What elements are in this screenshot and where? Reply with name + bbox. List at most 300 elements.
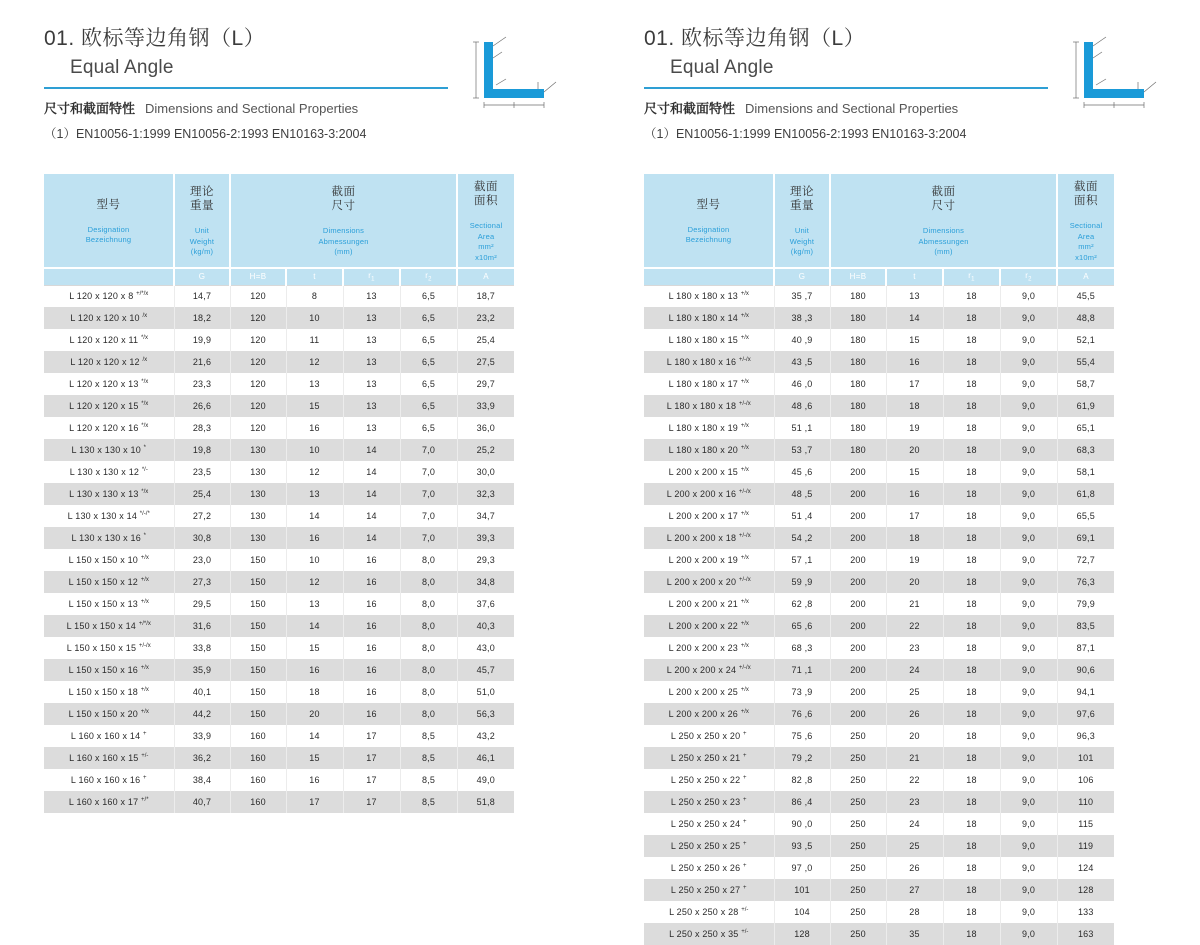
table-row (44, 483, 514, 505)
page-title-en: Equal Angle (670, 57, 774, 78)
cell-unit-weight: 48 ,6 (774, 395, 830, 417)
header-en-weight-1: Unit (794, 226, 810, 236)
cell-sectional-area: 58,7 (1057, 373, 1114, 395)
cell-designation: L 120 x 120 x 10 $^{/x}$ (44, 307, 174, 329)
cell-height-width: 130 (230, 527, 286, 549)
cell-thickness: 14 (286, 505, 343, 527)
cell-height-width: 160 (230, 791, 286, 813)
cell-designation: L 200 x 200 x 21 $^{+/x}$ (644, 593, 774, 615)
table-row (44, 505, 514, 527)
cell-radius-1: 16 (343, 593, 400, 615)
table-row (44, 439, 514, 461)
cell-unit-weight: 128 (774, 923, 830, 945)
header-en-designation-2: Bezeichnung (685, 235, 732, 244)
cell-radius-2: 8,0 (400, 615, 457, 637)
cell-unit-weight: 28,3 (174, 417, 230, 439)
designation-footnote-mark: +/x (740, 621, 749, 627)
cell-designation: L 120 x 120 x 11 $^{*/x}$ (44, 329, 174, 351)
cell-height-width: 200 (830, 593, 886, 615)
cell-sectional-area: 110 (1057, 791, 1114, 813)
cell-thickness: 25 (886, 681, 943, 703)
symbol-r1: $r_1$ (943, 268, 1000, 285)
cell-unit-weight: 25,4 (174, 483, 230, 505)
header-group-dimensions (830, 174, 1057, 268)
cell-radius-2: 9,0 (1000, 593, 1057, 615)
cell-radius-2: 7,0 (400, 483, 457, 505)
cell-sectional-area: 101 (1057, 747, 1114, 769)
cell-radius-2: 6,5 (400, 329, 457, 351)
cell-unit-weight: 97 ,0 (774, 857, 830, 879)
cell-height-width: 180 (830, 285, 886, 307)
designation-footnote-mark: +/x (140, 577, 149, 583)
cell-height-width: 180 (830, 307, 886, 329)
header-en-dimensions-1: Dimensions (922, 226, 965, 236)
cell-thickness: 18 (886, 527, 943, 549)
symbol-r2: $r_2$ (400, 268, 457, 285)
cell-height-width: 180 (830, 373, 886, 395)
cell-sectional-area: 94,1 (1057, 681, 1114, 703)
cell-radius-1: 18 (943, 681, 1000, 703)
cell-unit-weight: 51 ,1 (774, 417, 830, 439)
header-en-dimensions-1: Dimensions (322, 226, 365, 236)
cell-unit-weight: 82 ,8 (774, 769, 830, 791)
cell-designation: L 130 x 130 x 16 * (44, 527, 174, 549)
cell-radius-1: 16 (343, 637, 400, 659)
cell-radius-1: 17 (343, 725, 400, 747)
cell-designation: L 250 x 250 x 23 + (644, 791, 774, 813)
cell-sectional-area: 45,7 (457, 659, 514, 681)
cell-radius-1: 18 (943, 659, 1000, 681)
header-en-designation-2: Bezeichnung (85, 235, 132, 244)
cell-unit-weight: 40 ,9 (774, 329, 830, 351)
cell-designation: L 160 x 160 x 17 +/* (44, 791, 174, 813)
cell-radius-1: 18 (943, 747, 1000, 769)
cell-designation: L 180 x 180 x 18 $^{+/-/x}$ (644, 395, 774, 417)
cell-radius-1: 18 (943, 593, 1000, 615)
cell-unit-weight: 23,3 (174, 373, 230, 395)
cell-designation: L 150 x 150 x 10 $^{+/x}$ (44, 549, 174, 571)
header-cn-area-1: 截面 (474, 181, 499, 193)
cell-thickness: 16 (886, 483, 943, 505)
designation-footnote-mark: +/-/x (738, 577, 751, 583)
cell-height-width: 160 (230, 725, 286, 747)
spec-table-wrapper (644, 174, 1103, 945)
header-en-dimensions-2: Abmessungen (318, 236, 369, 246)
cell-height-width: 250 (830, 835, 886, 857)
cell-radius-1: 18 (943, 637, 1000, 659)
cell-unit-weight: 86 ,4 (774, 791, 830, 813)
symbol-blank (44, 268, 174, 285)
designation-footnote-mark: +/-/x (738, 357, 751, 363)
cell-radius-2: 9,0 (1000, 505, 1057, 527)
title-divider (644, 87, 1048, 89)
cell-radius-1: 14 (343, 505, 400, 527)
cell-height-width: 180 (830, 351, 886, 373)
table-row (44, 637, 514, 659)
cell-unit-weight: 57 ,1 (774, 549, 830, 571)
header-en-area-4: x10m² (1075, 252, 1097, 262)
cell-radius-1: 16 (343, 703, 400, 725)
header-en-area-2: Area (477, 231, 495, 241)
cell-thickness: 16 (286, 659, 343, 681)
cell-radius-2: 9,0 (1000, 285, 1057, 307)
cell-designation: L 120 x 120 x 15 $^{*/x}$ (44, 395, 174, 417)
spec-table-wrapper (44, 174, 503, 813)
header-en-area-1: Sectional (1069, 221, 1103, 230)
cell-designation: L 200 x 200 x 20 $^{+/-/x}$ (644, 571, 774, 593)
designation-footnote-mark: +/x (740, 291, 749, 298)
cell-radius-1: 18 (943, 791, 1000, 813)
cell-sectional-area: 37,6 (457, 593, 514, 615)
cell-height-width: 200 (830, 527, 886, 549)
cell-unit-weight: 46 ,0 (774, 373, 830, 395)
cell-designation: L 180 x 180 x 13 $^{+/x}$ (644, 285, 774, 307)
cell-unit-weight: 38 ,3 (774, 307, 830, 329)
cell-designation: L 130 x 130 x 14 */-/* (44, 505, 174, 527)
cell-thickness: 13 (286, 593, 343, 615)
cell-designation: L 160 x 160 x 16 + (44, 769, 174, 791)
symbol-t: t (286, 268, 343, 285)
cell-unit-weight: 54 ,2 (774, 527, 830, 549)
cell-sectional-area: 51,8 (457, 791, 514, 813)
cell-radius-1: 18 (943, 417, 1000, 439)
cell-designation: L 250 x 250 x 26 + (644, 857, 774, 879)
table-row (644, 351, 1114, 373)
cell-unit-weight: 71 ,1 (774, 659, 830, 681)
cell-designation: L 200 x 200 x 17 $^{+/x}$ (644, 505, 774, 527)
header-cn-area-1: 截面 (1074, 181, 1099, 193)
cell-height-width: 200 (830, 659, 886, 681)
cell-sectional-area: 30,0 (457, 461, 514, 483)
designation-footnote-mark: +/x (740, 335, 749, 341)
symbol-blank (644, 268, 774, 285)
cell-height-width: 160 (230, 769, 286, 791)
cell-unit-weight: 40,1 (174, 681, 230, 703)
table-header (644, 174, 1114, 285)
cell-thickness: 20 (886, 725, 943, 747)
cell-thickness: 19 (886, 417, 943, 439)
table-body (644, 285, 1114, 945)
header-group-weight (774, 174, 830, 268)
cell-radius-2: 8,0 (400, 659, 457, 681)
header-group-weight (174, 174, 230, 268)
cell-thickness: 13 (286, 483, 343, 505)
cell-thickness: 10 (286, 549, 343, 571)
designation-footnote-mark: +/x (740, 709, 749, 715)
cell-height-width: 250 (830, 901, 886, 923)
page-title-cn: 01. 欧标等边角钢（L） (644, 27, 866, 50)
cell-height-width: 130 (230, 439, 286, 461)
table-row (44, 571, 514, 593)
cell-designation: L 250 x 250 x 28 +/- (644, 901, 774, 923)
table-row (644, 439, 1114, 461)
cell-thickness: 18 (286, 681, 343, 703)
cell-designation: L 180 x 180 x 17 $^{+/x}$ (644, 373, 774, 395)
cell-radius-2: 8,5 (400, 769, 457, 791)
cell-designation: L 200 x 200 x 16 $^{+/-/x}$ (644, 483, 774, 505)
cell-sectional-area: 83,5 (1057, 615, 1114, 637)
cell-sectional-area: 33,9 (457, 395, 514, 417)
cell-designation: L 250 x 250 x 20 + (644, 725, 774, 747)
cell-sectional-area: 72,7 (1057, 549, 1114, 571)
designation-footnote-mark: + (143, 775, 147, 781)
cell-radius-1: 18 (943, 615, 1000, 637)
designation-footnote-mark: + (743, 885, 747, 891)
cell-unit-weight: 38,4 (174, 769, 230, 791)
cell-designation: L 150 x 150 x 20 $^{+/x}$ (44, 703, 174, 725)
cell-radius-2: 6,5 (400, 351, 457, 373)
table-row (44, 307, 514, 329)
cell-sectional-area: 119 (1057, 835, 1114, 857)
table-row (644, 901, 1114, 923)
cell-thickness: 11 (286, 329, 343, 351)
table-row (644, 549, 1114, 571)
table-row (44, 703, 514, 725)
cell-radius-2: 8,5 (400, 747, 457, 769)
cell-radius-2: 8,0 (400, 703, 457, 725)
header-en-area-1: Sectional (469, 221, 503, 230)
cell-designation: L 150 x 150 x 18 $^{+/x}$ (44, 681, 174, 703)
cell-sectional-area: 29,3 (457, 549, 514, 571)
designation-footnote-mark: * (143, 445, 146, 451)
header-en-weight-1: Unit (194, 226, 210, 236)
cell-designation: L 200 x 200 x 25 $^{+/x}$ (644, 681, 774, 703)
cell-height-width: 120 (230, 351, 286, 373)
cell-radius-2: 9,0 (1000, 439, 1057, 461)
page-title-cn: 01. 欧标等边角钢（L） (44, 27, 266, 50)
table-row (644, 747, 1114, 769)
cell-unit-weight: 21,6 (174, 351, 230, 373)
cell-unit-weight: 19,9 (174, 329, 230, 351)
cell-unit-weight: 59 ,9 (774, 571, 830, 593)
cell-designation: L 200 x 200 x 26 $^{+/x}$ (644, 703, 774, 725)
cell-radius-1: 14 (343, 439, 400, 461)
cell-thickness: 24 (886, 813, 943, 835)
cell-radius-1: 16 (343, 615, 400, 637)
symbol-r2: $r_2$ (1000, 268, 1057, 285)
header-en-area-4: x10m² (475, 252, 497, 262)
cell-sectional-area: 27,5 (457, 351, 514, 373)
header-en-area-2: Area (1077, 231, 1095, 241)
cell-radius-2: 8,5 (400, 725, 457, 747)
table-row (644, 307, 1114, 329)
cell-sectional-area: 43,2 (457, 725, 514, 747)
cell-unit-weight: 76 ,6 (774, 703, 830, 725)
designation-footnote-mark: +/x (740, 643, 749, 649)
cell-designation: L 200 x 200 x 15 $^{+/x}$ (644, 461, 774, 483)
cell-radius-2: 9,0 (1000, 549, 1057, 571)
catalog-panel-2 (600, 0, 1200, 939)
table-row (644, 637, 1114, 659)
cell-sectional-area: 23,2 (457, 307, 514, 329)
cell-thickness: 20 (886, 439, 943, 461)
standards-line: （1）EN10056-1:1999 EN10056-2:1993 EN10163-3:2004 (644, 127, 967, 141)
cell-sectional-area: 65,1 (1057, 417, 1114, 439)
cell-height-width: 150 (230, 571, 286, 593)
cell-radius-1: 18 (943, 901, 1000, 923)
cell-designation: L 180 x 180 x 14 $^{+/x}$ (644, 307, 774, 329)
header-cn-weight-1: 理论 (190, 186, 214, 199)
cell-unit-weight: 33,8 (174, 637, 230, 659)
cell-radius-2: 9,0 (1000, 857, 1057, 879)
cell-radius-1: 18 (943, 483, 1000, 505)
cell-thickness: 35 (886, 923, 943, 945)
cell-radius-2: 9,0 (1000, 813, 1057, 835)
cell-thickness: 27 (886, 879, 943, 901)
header-cn-weight-2: 重量 (190, 200, 214, 213)
designation-footnote-mark: +/*/x (136, 291, 149, 298)
cell-radius-2: 9,0 (1000, 373, 1057, 395)
cell-thickness: 12 (286, 571, 343, 593)
cell-radius-1: 13 (343, 373, 400, 395)
cell-radius-2: 9,0 (1000, 901, 1057, 923)
header-cn-dimensions-2: 尺寸 (331, 200, 356, 213)
cell-radius-1: 18 (943, 571, 1000, 593)
table-row (44, 351, 514, 373)
cell-height-width: 200 (830, 483, 886, 505)
cell-radius-1: 18 (943, 725, 1000, 747)
cell-unit-weight: 75 ,6 (774, 725, 830, 747)
cell-thickness: 16 (286, 527, 343, 549)
cell-designation: L 200 x 200 x 22 $^{+/x}$ (644, 615, 774, 637)
cell-unit-weight: 27,2 (174, 505, 230, 527)
cell-radius-1: 16 (343, 659, 400, 681)
designation-footnote-mark: */- (141, 467, 148, 473)
cell-height-width: 160 (230, 747, 286, 769)
cell-height-width: 120 (230, 373, 286, 395)
cell-thickness: 23 (886, 791, 943, 813)
subtitle-line (644, 99, 1048, 119)
cell-designation: L 120 x 120 x 13 $^{*/x}$ (44, 373, 174, 395)
cell-sectional-area: 61,8 (1057, 483, 1114, 505)
designation-footnote-mark: + (743, 775, 747, 781)
cell-designation: L 150 x 150 x 12 $^{+/x}$ (44, 571, 174, 593)
designation-footnote-mark: + (743, 841, 747, 847)
l-angle-section-diagram (1066, 32, 1162, 117)
cell-height-width: 180 (830, 417, 886, 439)
cell-radius-1: 18 (943, 307, 1000, 329)
cell-radius-2: 7,0 (400, 439, 457, 461)
cell-thickness: 17 (286, 791, 343, 813)
designation-footnote-mark: + (743, 819, 747, 825)
table-row (44, 461, 514, 483)
cell-sectional-area: 25,2 (457, 439, 514, 461)
cell-sectional-area: 45,5 (1057, 285, 1114, 307)
cell-unit-weight: 90 ,0 (774, 813, 830, 835)
cell-sectional-area: 55,4 (1057, 351, 1114, 373)
designation-footnote-mark: +/x (740, 511, 749, 517)
header-en-weight-3: (kg/m) (190, 247, 214, 257)
designation-footnote-mark: */x (141, 379, 149, 385)
designation-footnote-mark: + (743, 863, 747, 869)
cell-unit-weight: 26,6 (174, 395, 230, 417)
cell-radius-2: 9,0 (1000, 835, 1057, 857)
cell-sectional-area: 40,3 (457, 615, 514, 637)
cell-radius-1: 13 (343, 285, 400, 307)
cell-height-width: 120 (230, 307, 286, 329)
cell-designation: L 200 x 200 x 19 $^{+/x}$ (644, 549, 774, 571)
cell-radius-2: 9,0 (1000, 329, 1057, 351)
symbol-t: t (886, 268, 943, 285)
cell-radius-1: 18 (943, 395, 1000, 417)
symbol-r1: $r_1$ (343, 268, 400, 285)
cell-unit-weight: 33,9 (174, 725, 230, 747)
header-cn-area-2: 面积 (1074, 195, 1099, 207)
cell-thickness: 15 (886, 329, 943, 351)
cell-radius-1: 18 (943, 461, 1000, 483)
cell-radius-2: 8,0 (400, 571, 457, 593)
catalog-panel-1 (0, 0, 600, 806)
cell-unit-weight: 53 ,7 (774, 439, 830, 461)
table-row (44, 615, 514, 637)
cell-thickness: 19 (886, 549, 943, 571)
cell-radius-2: 8,5 (400, 791, 457, 813)
designation-footnote-mark: /x (142, 313, 148, 319)
cell-radius-1: 17 (343, 769, 400, 791)
cell-radius-2: 9,0 (1000, 527, 1057, 549)
cell-height-width: 150 (230, 637, 286, 659)
symbol-G: G (174, 268, 230, 285)
table-row (644, 835, 1114, 857)
cell-thickness: 10 (286, 439, 343, 461)
cell-height-width: 150 (230, 549, 286, 571)
cell-designation: L 130 x 130 x 13 $^{*/x}$ (44, 483, 174, 505)
cell-unit-weight: 36,2 (174, 747, 230, 769)
cell-sectional-area: 46,1 (457, 747, 514, 769)
cell-height-width: 180 (830, 395, 886, 417)
designation-footnote-mark: +/x (740, 467, 749, 473)
designation-footnote-mark: */x (141, 401, 149, 407)
cell-thickness: 24 (886, 659, 943, 681)
cell-sectional-area: 18,7 (457, 285, 514, 307)
cell-designation: L 200 x 200 x 18 $^{+/-/x}$ (644, 527, 774, 549)
cell-sectional-area: 52,1 (1057, 329, 1114, 351)
cell-thickness: 18 (886, 395, 943, 417)
cell-sectional-area: 90,6 (1057, 659, 1114, 681)
cell-unit-weight: 65 ,6 (774, 615, 830, 637)
designation-footnote-mark: +/-/x (738, 533, 751, 539)
cell-radius-2: 9,0 (1000, 791, 1057, 813)
cell-radius-2: 9,0 (1000, 659, 1057, 681)
designation-footnote-mark: +/x (140, 665, 149, 671)
designation-footnote-mark: +/- (141, 753, 149, 759)
cell-radius-2: 9,0 (1000, 725, 1057, 747)
cell-unit-weight: 35 ,7 (774, 285, 830, 307)
header-en-designation-1: Designation (87, 224, 130, 234)
cell-designation: L 120 x 120 x 16 $^{*/x}$ (44, 417, 174, 439)
cell-sectional-area: 58,1 (1057, 461, 1114, 483)
cell-thickness: 14 (286, 615, 343, 637)
cell-thickness: 14 (886, 307, 943, 329)
cell-radius-2: 9,0 (1000, 615, 1057, 637)
cell-radius-1: 18 (943, 527, 1000, 549)
cell-sectional-area: 48,8 (1057, 307, 1114, 329)
header-cn-dimensions-2: 尺寸 (931, 200, 956, 213)
cell-height-width: 200 (830, 681, 886, 703)
cell-unit-weight: 73 ,9 (774, 681, 830, 703)
designation-footnote-mark: +/x (740, 379, 749, 385)
cell-height-width: 150 (230, 615, 286, 637)
cell-designation: L 180 x 180 x 19 $^{+/x}$ (644, 417, 774, 439)
cell-radius-2: 6,5 (400, 285, 457, 307)
cell-unit-weight: 23,5 (174, 461, 230, 483)
cell-sectional-area: 124 (1057, 857, 1114, 879)
cell-radius-1: 14 (343, 461, 400, 483)
designation-footnote-mark: +/* (141, 797, 149, 803)
cell-sectional-area: 96,3 (1057, 725, 1114, 747)
header-group-designation (644, 174, 774, 268)
standards-line: （1）EN10056-1:1999 EN10056-2:1993 EN10163-3:2004 (44, 127, 367, 141)
